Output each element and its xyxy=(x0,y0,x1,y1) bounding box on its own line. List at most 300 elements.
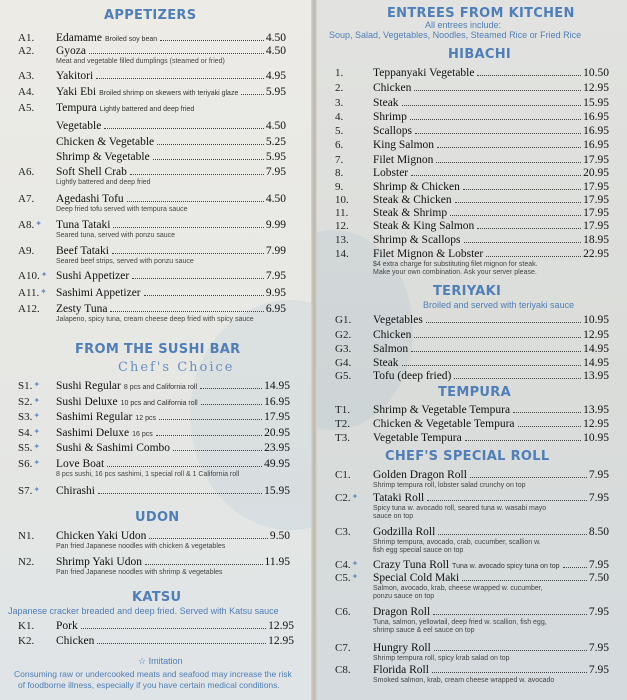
menu-item xyxy=(0,427,313,441)
item-name: Tuna Tataki xyxy=(56,219,111,231)
menu-item xyxy=(313,139,627,153)
menu-item xyxy=(0,193,313,213)
item-row xyxy=(56,458,290,470)
item-name: Chicken xyxy=(373,329,412,341)
item-row xyxy=(373,194,609,206)
menu-item xyxy=(0,86,313,100)
item-name: Steak xyxy=(373,357,399,369)
item-name: Love Boat xyxy=(56,458,105,470)
item-name: Sashimi Deluxe xyxy=(56,427,130,439)
item-name: Agedashi Tofu xyxy=(56,193,124,205)
item-row xyxy=(373,432,609,444)
menu-item xyxy=(313,642,627,662)
dot-leader xyxy=(173,450,262,451)
menu-item xyxy=(313,125,627,139)
item-price: 14.95 xyxy=(583,357,609,369)
dot-leader xyxy=(402,365,582,366)
dot-leader xyxy=(465,440,581,441)
menu-item xyxy=(313,664,627,684)
item-row xyxy=(56,136,286,148)
item-description: Shrimp tempura roll, spicy krab salad on top xyxy=(373,655,510,662)
star-icon: ✦ xyxy=(33,427,41,436)
item-description: Lightly battered and deep fried xyxy=(56,179,151,186)
menu-item xyxy=(0,442,313,456)
menu-item xyxy=(313,418,627,432)
item-code: S1.✦ xyxy=(18,380,41,392)
item-name: Scallops xyxy=(373,125,412,137)
item-inline-description: 8 pcs and California roll xyxy=(123,384,198,391)
dot-leader xyxy=(415,133,581,134)
dot-leader xyxy=(470,477,587,478)
item-row xyxy=(373,404,609,416)
item-inline-description: 12 pcs xyxy=(135,415,156,422)
menu-item xyxy=(0,120,313,134)
menu-item xyxy=(0,396,313,410)
menu-item xyxy=(0,635,313,649)
item-price: 4.50 xyxy=(265,120,286,132)
item-row xyxy=(56,427,290,439)
entrees-heading: ENTREES FROM KITCHEN xyxy=(387,6,575,21)
dot-leader xyxy=(426,322,581,323)
udon-heading: UDON xyxy=(135,510,180,525)
dot-leader xyxy=(81,628,266,629)
item-code: G1. xyxy=(335,314,352,326)
dot-leader xyxy=(432,672,587,673)
star-icon: ✦ xyxy=(351,572,359,581)
item-price: 12.95 xyxy=(583,82,609,94)
item-row xyxy=(373,370,609,382)
item-code: K2. xyxy=(18,635,35,647)
item-name: Golden Dragon Roll xyxy=(373,469,467,481)
dot-leader xyxy=(132,278,264,279)
item-price: 4.95 xyxy=(265,70,286,82)
item-row xyxy=(373,664,609,676)
item-row xyxy=(373,357,609,369)
item-code: N2. xyxy=(18,556,35,568)
dot-leader xyxy=(200,388,262,389)
item-code: S6.✦ xyxy=(18,458,41,470)
item-name: Hungry Roll xyxy=(373,642,431,654)
dot-leader xyxy=(201,404,262,405)
item-description-line-2: fish egg special sauce on top xyxy=(373,547,464,554)
item-row xyxy=(373,154,609,166)
star-icon: ✦ xyxy=(351,559,359,568)
star-icon: ✦ xyxy=(33,396,41,405)
menu-item xyxy=(313,404,627,418)
item-row xyxy=(56,32,286,44)
katsu-note: Japanese cracker breaded and deep fried. Served with Katsu sauce xyxy=(8,606,279,616)
star-icon: ✦ xyxy=(35,219,42,228)
item-name: Steak & Chicken xyxy=(373,194,452,206)
item-row xyxy=(56,151,286,163)
item-name: Shrimp & Vegetable xyxy=(56,151,150,163)
item-row xyxy=(373,248,609,260)
item-name: Zesty Tuna xyxy=(56,303,108,315)
item-description: Meat and vegetable filled dumplings (steamed or fried) xyxy=(56,58,225,65)
item-description-line-2: shrimp sauce & eel sauce on top xyxy=(373,627,475,634)
dot-leader xyxy=(127,201,264,202)
menu-item xyxy=(313,167,627,181)
item-description: 8 pcs sushi, 16 pcs sashimi, 1 special roll & 1 California roll xyxy=(56,471,240,478)
menu-item xyxy=(0,556,313,576)
dot-leader xyxy=(97,643,266,644)
item-row xyxy=(56,287,286,299)
item-price: 4.50 xyxy=(265,45,286,57)
left-menu-panel xyxy=(0,0,313,700)
item-name: Soft Shell Crab xyxy=(56,166,127,178)
chefs-special-roll-heading: CHEF'S SPECIAL ROLL xyxy=(385,449,550,464)
item-price: 12.95 xyxy=(268,620,294,632)
dot-leader xyxy=(89,53,264,54)
menu-item xyxy=(313,207,627,221)
item-inline-description: 10 pcs and California roll xyxy=(120,400,198,407)
item-code: A4. xyxy=(18,86,35,98)
item-code: 11. xyxy=(335,207,349,219)
item-name: Steak & King Salmon xyxy=(373,220,475,232)
item-name: Shrimp & Chicken xyxy=(373,181,460,193)
item-row xyxy=(373,559,609,571)
item-name: Yaki Ebi xyxy=(56,86,97,98)
menu-item xyxy=(0,136,313,150)
item-code: C6. xyxy=(335,606,351,618)
item-price: 7.95 xyxy=(588,469,609,481)
menu-item xyxy=(313,329,627,343)
item-price: 13.95 xyxy=(583,404,609,416)
item-name: Chicken xyxy=(56,635,95,647)
menu-item xyxy=(0,287,313,301)
menu-item xyxy=(0,166,313,186)
dot-leader xyxy=(486,256,581,257)
dot-leader xyxy=(96,78,264,79)
dot-leader xyxy=(241,94,264,95)
item-code: C5.✦ xyxy=(335,572,359,584)
menu-item xyxy=(313,248,627,276)
star-icon: ✦ xyxy=(33,458,41,467)
menu-item xyxy=(313,343,627,357)
item-code: G2. xyxy=(335,329,352,341)
item-inline-description: Lightly battered and deep fried xyxy=(99,106,195,113)
item-code: A2. xyxy=(18,45,35,57)
dot-leader xyxy=(462,580,587,581)
consumer-warning-line-1: Consuming raw or undercooked meats and seafood may increase the risk xyxy=(14,669,292,679)
item-price: 7.95 xyxy=(265,270,286,282)
item-inline-description: 16 pcs xyxy=(132,431,153,438)
item-price: 7.99 xyxy=(265,245,286,257)
item-description: Seared tuna, served with ponzu sauce xyxy=(56,232,176,239)
item-price: 15.95 xyxy=(583,97,609,109)
dot-leader xyxy=(433,614,587,615)
item-code: 5. xyxy=(335,125,344,137)
item-description: Deep fried tofu served with tempura sauce xyxy=(56,206,188,213)
star-icon: ✦ xyxy=(33,442,41,451)
item-description: Pan fried Japanese noodles with shrimp & vegetables xyxy=(56,569,223,576)
entrees-note-line-2: Soup, Salad, Vegetables, Noodles, Steamed Rice or Fried Rice xyxy=(329,30,582,40)
teriyaki-heading: TERIYAKI xyxy=(433,284,502,299)
menu-item xyxy=(0,620,313,634)
dot-leader xyxy=(455,202,582,203)
item-description: Smoked salmon, krab, cream cheese wrapped w. avocado xyxy=(373,677,555,684)
item-price: 17.95 xyxy=(264,411,290,423)
item-code: A11.✦ xyxy=(18,287,47,299)
item-price: 7.50 xyxy=(588,572,609,584)
item-name: Tofu (deep fried) xyxy=(373,370,452,382)
chefs-choice-subtitle: Chef's Choice xyxy=(118,360,235,375)
menu-item xyxy=(313,154,627,168)
item-code: A6. xyxy=(18,166,35,178)
item-row xyxy=(56,193,286,205)
item-price: 7.95 xyxy=(588,642,609,654)
teriyaki-note: Broiled and served with teriyaki sauce xyxy=(423,300,575,310)
item-price: 17.95 xyxy=(583,220,609,232)
item-row xyxy=(373,181,609,193)
star-icon: ✦ xyxy=(40,287,47,296)
dot-leader xyxy=(477,75,581,76)
item-price: 20.95 xyxy=(583,167,609,179)
menu-item xyxy=(0,411,313,425)
item-name: Tataki Roll xyxy=(373,492,425,504)
item-name: Sushi Appetizer xyxy=(56,270,130,282)
dot-leader xyxy=(414,337,581,338)
menu-item xyxy=(313,432,627,446)
item-row xyxy=(373,67,609,79)
dot-leader xyxy=(159,419,262,420)
star-icon: ✦ xyxy=(351,492,359,501)
item-price: 18.95 xyxy=(583,234,609,246)
item-price: 17.95 xyxy=(583,194,609,206)
item-price: 16.95 xyxy=(264,396,290,408)
item-price: 4.50 xyxy=(265,193,286,205)
item-price: 10.95 xyxy=(583,314,609,326)
item-code: C4.✦ xyxy=(335,559,359,571)
item-code: C7. xyxy=(335,642,351,654)
item-row xyxy=(373,314,609,326)
item-code: A7. xyxy=(18,193,35,205)
item-price: 9.95 xyxy=(265,287,286,299)
item-price: 7.95 xyxy=(265,166,286,178)
item-price: 7.95 xyxy=(588,492,609,504)
item-name: Chicken & Vegetable xyxy=(56,136,155,148)
item-code: S2.✦ xyxy=(18,396,41,408)
item-description-line-2: Make your own combination. Ask your server please. xyxy=(373,269,537,276)
item-row xyxy=(373,469,609,481)
item-price: 7.95 xyxy=(588,664,609,676)
item-description: $4 extra charge for substituting filet mignon for steak. xyxy=(373,261,538,268)
item-row xyxy=(373,167,609,179)
item-code: 10. xyxy=(335,194,349,206)
dot-leader xyxy=(454,378,581,379)
item-code: A12. xyxy=(18,303,40,315)
item-code: S3.✦ xyxy=(18,411,41,423)
menu-item xyxy=(313,97,627,111)
item-code: T3. xyxy=(335,432,350,444)
item-row xyxy=(373,139,609,151)
item-name: Salmon xyxy=(373,343,409,355)
item-name: Crazy Tuna Roll xyxy=(373,559,450,571)
menu-item xyxy=(0,270,313,284)
menu-item xyxy=(313,82,627,96)
dot-leader xyxy=(160,40,264,41)
item-row xyxy=(56,380,290,392)
item-code: S7.✦ xyxy=(18,485,41,497)
menu-item xyxy=(0,380,313,394)
item-code: S5.✦ xyxy=(18,442,41,454)
item-description: Salmon, avocado, krab, cheese wrapped w. cucumber, xyxy=(373,585,543,592)
item-price: 4.50 xyxy=(265,32,286,44)
menu-item xyxy=(313,194,627,208)
menu-fold-crease xyxy=(311,0,317,700)
dot-leader xyxy=(518,426,582,427)
menu-item xyxy=(0,485,313,499)
item-price: 5.25 xyxy=(265,136,286,148)
item-row xyxy=(373,329,609,341)
menu-item xyxy=(313,469,627,489)
item-code: C1. xyxy=(335,469,351,481)
item-code: S4.✦ xyxy=(18,427,41,439)
consumer-warning-line-2: of foodborne illness, especially if you have certain medical conditions. xyxy=(18,680,280,690)
item-code: 7. xyxy=(335,154,344,166)
item-code: G5. xyxy=(335,370,352,382)
item-price: 22.95 xyxy=(583,248,609,260)
item-price: 5.95 xyxy=(265,86,286,98)
item-name: Sashimi Appetizer xyxy=(56,287,141,299)
star-icon: ✦ xyxy=(33,411,41,420)
item-price: 17.95 xyxy=(583,181,609,193)
item-name: Tempura xyxy=(56,102,97,114)
item-price: 16.95 xyxy=(583,111,609,123)
menu-item xyxy=(0,458,313,478)
dot-leader xyxy=(464,242,582,243)
item-row xyxy=(56,270,286,282)
item-row xyxy=(56,245,286,257)
item-name: Edamame xyxy=(56,32,102,44)
item-row xyxy=(373,125,609,137)
item-price: 11.95 xyxy=(264,556,290,568)
item-name: Special Cold Maki xyxy=(373,572,460,584)
item-name: Shrimp & Scallops xyxy=(373,234,461,246)
item-name: Vegetable xyxy=(56,120,102,132)
item-name: Chicken & Vegetable Tempura xyxy=(373,418,515,430)
item-name: Florida Roll xyxy=(373,664,429,676)
item-inline-description: Tuna w. avocado spicy tuna on top xyxy=(452,563,560,570)
item-price: 7.95 xyxy=(588,606,609,618)
item-name: Dragon Roll xyxy=(373,606,431,618)
dot-leader xyxy=(112,253,264,254)
menu-item xyxy=(313,606,627,634)
dot-leader xyxy=(410,119,581,120)
item-price: 9.50 xyxy=(269,530,290,542)
dot-leader xyxy=(477,228,581,229)
item-row xyxy=(373,343,609,355)
dot-leader xyxy=(130,174,264,175)
item-name: Vegetable Tempura xyxy=(373,432,462,444)
star-icon: ✦ xyxy=(33,380,41,389)
item-name: Godzilla Roll xyxy=(373,526,436,538)
sushi-bar-heading: FROM THE SUSHI BAR xyxy=(75,342,241,357)
item-name: Filet Mignon & Lobster xyxy=(373,248,484,260)
menu-item xyxy=(313,357,627,371)
item-code: A1. xyxy=(18,32,35,44)
item-name: Gyoza xyxy=(56,45,87,57)
item-price: 5.95 xyxy=(265,151,286,163)
menu-item xyxy=(0,530,313,550)
item-price: 10.50 xyxy=(583,67,609,79)
item-code: 2. xyxy=(335,82,344,94)
item-code: 6. xyxy=(335,139,344,151)
menu-item xyxy=(313,314,627,328)
item-name: Sushi Regular xyxy=(56,380,121,392)
dot-leader xyxy=(107,466,262,467)
item-code: A3. xyxy=(18,70,35,82)
item-name: Sashimi Regular xyxy=(56,411,133,423)
item-row xyxy=(56,620,294,632)
item-inline-description: Broiled soy bean xyxy=(104,36,158,43)
item-code: 13. xyxy=(335,234,349,246)
menu-item xyxy=(313,370,627,384)
item-price: 49.95 xyxy=(264,458,290,470)
dot-leader xyxy=(450,215,581,216)
item-description: Pan fried Japanese noodles with chicken & vegetables xyxy=(56,543,226,550)
item-price: 15.95 xyxy=(264,485,290,497)
item-code: C8. xyxy=(335,664,351,676)
star-icon: ✦ xyxy=(33,485,41,494)
item-description: Shrimp tempura roll, lobster salad crunchy on top xyxy=(373,482,526,489)
item-price: 12.95 xyxy=(583,329,609,341)
item-name: Steak & Shrimp xyxy=(373,207,448,219)
item-name: Yakitori xyxy=(56,70,94,82)
item-code: A10.✦ xyxy=(18,270,48,282)
menu-item xyxy=(313,220,627,234)
item-name: Shrimp & Vegetable Tempura xyxy=(373,404,511,416)
dot-leader xyxy=(149,538,267,539)
item-code: 4. xyxy=(335,111,344,123)
item-price: 17.95 xyxy=(583,207,609,219)
dot-leader xyxy=(411,351,581,352)
item-row xyxy=(56,86,286,98)
menu-item xyxy=(0,70,313,84)
item-description-line-2: ponzu sauce on top xyxy=(373,593,435,600)
item-name: Lobster xyxy=(373,167,409,179)
appetizers-heading: APPETIZERS xyxy=(104,8,197,23)
item-row xyxy=(56,166,286,178)
item-row xyxy=(373,526,609,538)
item-code: 3. xyxy=(335,97,344,109)
item-code: A5. xyxy=(18,102,35,114)
item-price: 14.95 xyxy=(264,380,290,392)
menu-item xyxy=(0,45,313,65)
item-code: N1. xyxy=(18,530,35,542)
item-row xyxy=(373,492,609,504)
item-row xyxy=(373,111,609,123)
item-row xyxy=(56,442,290,454)
item-price: 16.95 xyxy=(583,139,609,151)
dot-leader xyxy=(437,147,581,148)
item-name: Sushi Deluxe xyxy=(56,396,118,408)
menu-item xyxy=(0,32,313,46)
item-name: Chirashi xyxy=(56,485,95,497)
item-code: C2.✦ xyxy=(335,492,359,504)
dot-leader xyxy=(157,144,264,145)
item-code: T1. xyxy=(335,404,350,416)
item-name: Pork xyxy=(56,620,78,632)
item-code: A8.✦ xyxy=(18,219,42,231)
dot-leader xyxy=(463,189,581,190)
item-name: Vegetables xyxy=(373,314,423,326)
item-price: 12.95 xyxy=(583,418,609,430)
item-row xyxy=(373,234,609,246)
item-row xyxy=(373,572,609,584)
item-price: 16.95 xyxy=(583,125,609,137)
dot-leader xyxy=(513,412,581,413)
